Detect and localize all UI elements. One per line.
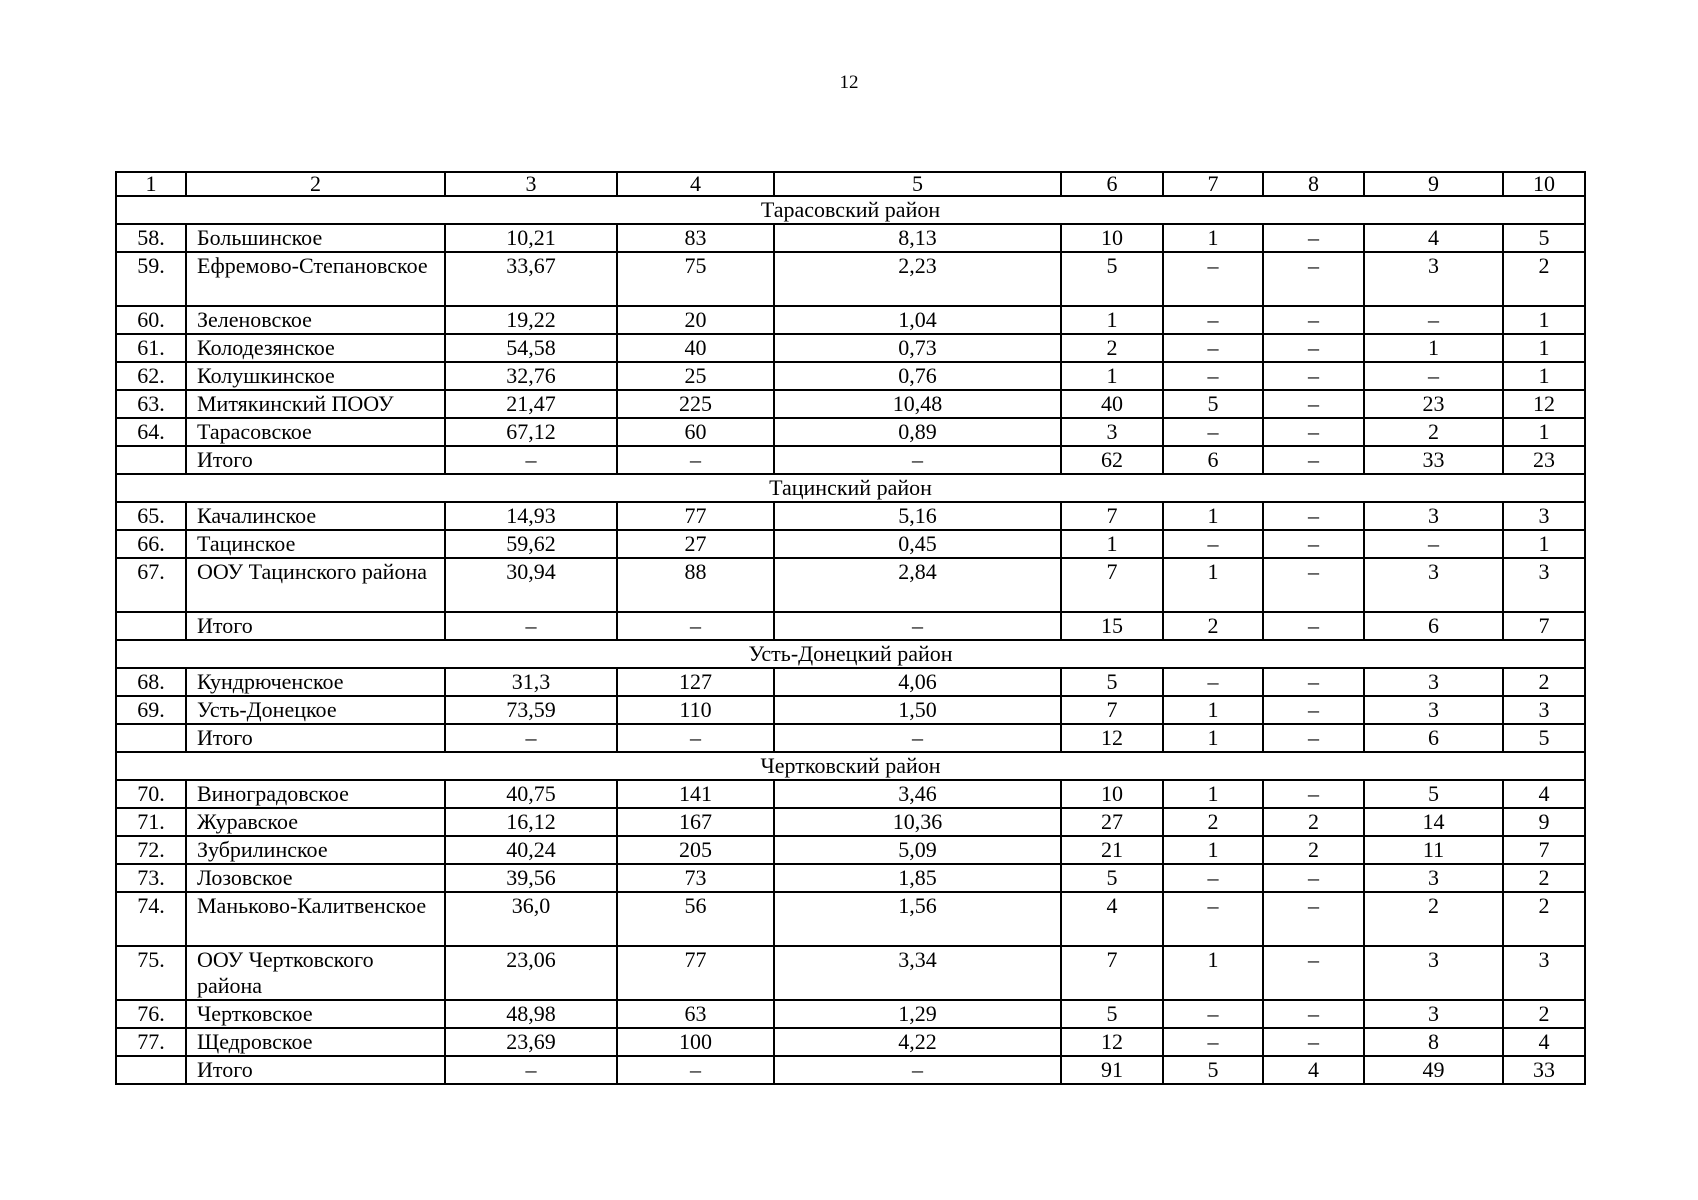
value-cell-c5: 1,85 — [774, 864, 1061, 892]
settlement-name-cell: Колодезянское — [186, 334, 445, 362]
value-cell-c6: 12 — [1061, 724, 1163, 752]
value-cell-c10: 3 — [1503, 696, 1585, 724]
table-row — [116, 418, 1585, 446]
value-cell-c10: 12 — [1503, 390, 1585, 418]
value-cell-c9: 5 — [1364, 780, 1503, 808]
value-cell-c10: 4 — [1503, 780, 1585, 808]
value-cell-c5: 4,06 — [774, 668, 1061, 696]
value-cell-c5: 10,48 — [774, 390, 1061, 418]
value-cell-c7: 2 — [1163, 808, 1263, 836]
value-cell-c4: 63 — [617, 1000, 774, 1028]
settlement-name-cell: Колушкинское — [186, 362, 445, 390]
value-cell-c9: – — [1364, 306, 1503, 334]
value-cell-c9: 11 — [1364, 836, 1503, 864]
row-number-cell: 74. — [116, 892, 186, 946]
value-cell-c10: 5 — [1503, 724, 1585, 752]
value-cell-c6: 15 — [1061, 612, 1163, 640]
value-cell-c3: 33,67 — [445, 252, 617, 306]
value-cell-c4: 25 — [617, 362, 774, 390]
value-cell-c9: 3 — [1364, 502, 1503, 530]
value-cell-c6: 7 — [1061, 696, 1163, 724]
row-number-cell — [116, 612, 186, 640]
settlement-name-cell: Зубрилинское — [186, 836, 445, 864]
value-cell-c6: 12 — [1061, 1028, 1163, 1056]
value-cell-c5: – — [774, 1056, 1061, 1084]
value-cell-c6: 7 — [1061, 502, 1163, 530]
value-cell-c4: – — [617, 612, 774, 640]
value-cell-c9: 3 — [1364, 696, 1503, 724]
value-cell-c6: 1 — [1061, 530, 1163, 558]
column-header: 1 — [116, 172, 186, 196]
value-cell-c7: – — [1163, 334, 1263, 362]
value-cell-c8: – — [1263, 390, 1364, 418]
value-cell-c4: 100 — [617, 1028, 774, 1056]
value-cell-c6: 1 — [1061, 306, 1163, 334]
column-header: 6 — [1061, 172, 1163, 196]
value-cell-c9: 6 — [1364, 612, 1503, 640]
row-number-cell: 72. — [116, 836, 186, 864]
value-cell-c4: 27 — [617, 530, 774, 558]
value-cell-c10: 1 — [1503, 334, 1585, 362]
value-cell-c10: 7 — [1503, 836, 1585, 864]
settlement-name-cell: Зеленовское — [186, 306, 445, 334]
value-cell-c9: 3 — [1364, 864, 1503, 892]
value-cell-c7: 1 — [1163, 836, 1263, 864]
value-cell-c7: – — [1163, 306, 1263, 334]
table-row — [116, 808, 1585, 836]
value-cell-c9: 4 — [1364, 224, 1503, 252]
settlement-name-cell: Итого — [186, 446, 445, 474]
value-cell-c3: 59,62 — [445, 530, 617, 558]
value-cell-c9: 2 — [1364, 892, 1503, 946]
value-cell-c5: 0,89 — [774, 418, 1061, 446]
table-row — [116, 306, 1585, 334]
value-cell-c6: 7 — [1061, 558, 1163, 612]
settlement-name-cell: ООУ Тацинского района — [186, 558, 445, 612]
table-row — [116, 362, 1585, 390]
value-cell-c8: – — [1263, 558, 1364, 612]
value-cell-c8: – — [1263, 1000, 1364, 1028]
value-cell-c3: 36,0 — [445, 892, 617, 946]
value-cell-c9: 3 — [1364, 946, 1503, 1000]
value-cell-c7: 5 — [1163, 1056, 1263, 1084]
value-cell-c3: 32,76 — [445, 362, 617, 390]
value-cell-c10: 2 — [1503, 864, 1585, 892]
column-header: 7 — [1163, 172, 1263, 196]
settlement-name-cell: Тацинское — [186, 530, 445, 558]
value-cell-c7: 1 — [1163, 780, 1263, 808]
row-number-cell: 75. — [116, 946, 186, 1000]
value-cell-c8: – — [1263, 224, 1364, 252]
total-row — [116, 446, 1585, 474]
value-cell-c4: 141 — [617, 780, 774, 808]
value-cell-c5: 3,34 — [774, 946, 1061, 1000]
district-header-row — [116, 752, 1585, 780]
data-table — [115, 171, 1586, 1085]
value-cell-c4: 167 — [617, 808, 774, 836]
value-cell-c5: 5,09 — [774, 836, 1061, 864]
value-cell-c3: 14,93 — [445, 502, 617, 530]
value-cell-c4: 75 — [617, 252, 774, 306]
value-cell-c10: 2 — [1503, 892, 1585, 946]
value-cell-c4: 83 — [617, 224, 774, 252]
value-cell-c8: – — [1263, 334, 1364, 362]
row-number-cell: 62. — [116, 362, 186, 390]
value-cell-c3: 10,21 — [445, 224, 617, 252]
settlement-name-cell: Чертковское — [186, 1000, 445, 1028]
value-cell-c4: 60 — [617, 418, 774, 446]
value-cell-c6: 2 — [1061, 334, 1163, 362]
value-cell-c6: 62 — [1061, 446, 1163, 474]
value-cell-c5: 1,04 — [774, 306, 1061, 334]
value-cell-c8: – — [1263, 612, 1364, 640]
value-cell-c6: 1 — [1061, 362, 1163, 390]
table-row — [116, 780, 1585, 808]
settlement-name-cell: ООУ Чертковского района — [186, 946, 445, 1000]
settlement-name-cell: Ефремово-Степановское — [186, 252, 445, 306]
value-cell-c7: – — [1163, 362, 1263, 390]
settlement-name-cell: Журавское — [186, 808, 445, 836]
value-cell-c5: – — [774, 446, 1061, 474]
value-cell-c3: – — [445, 612, 617, 640]
value-cell-c5: 10,36 — [774, 808, 1061, 836]
settlement-name-cell: Итого — [186, 724, 445, 752]
value-cell-c9: 8 — [1364, 1028, 1503, 1056]
value-cell-c5: 1,29 — [774, 1000, 1061, 1028]
table-row — [116, 502, 1585, 530]
value-cell-c3: 23,06 — [445, 946, 617, 1000]
value-cell-c9: 3 — [1364, 252, 1503, 306]
value-cell-c10: 33 — [1503, 1056, 1585, 1084]
value-cell-c7: 6 — [1163, 446, 1263, 474]
value-cell-c3: 54,58 — [445, 334, 617, 362]
value-cell-c10: 9 — [1503, 808, 1585, 836]
table-row — [116, 892, 1585, 946]
value-cell-c5: 0,73 — [774, 334, 1061, 362]
value-cell-c8: – — [1263, 1028, 1364, 1056]
value-cell-c6: 10 — [1061, 224, 1163, 252]
value-cell-c3: 48,98 — [445, 1000, 617, 1028]
value-cell-c3: 40,24 — [445, 836, 617, 864]
value-cell-c8: – — [1263, 530, 1364, 558]
value-cell-c4: 127 — [617, 668, 774, 696]
value-cell-c6: 5 — [1061, 1000, 1163, 1028]
row-number-cell: 70. — [116, 780, 186, 808]
value-cell-c5: 2,23 — [774, 252, 1061, 306]
value-cell-c9: 49 — [1364, 1056, 1503, 1084]
value-cell-c10: 5 — [1503, 224, 1585, 252]
row-number-cell: 61. — [116, 334, 186, 362]
value-cell-c5: 1,56 — [774, 892, 1061, 946]
value-cell-c4: – — [617, 446, 774, 474]
value-cell-c7: 1 — [1163, 502, 1263, 530]
total-row — [116, 724, 1585, 752]
value-cell-c8: 2 — [1263, 836, 1364, 864]
row-number-cell: 58. — [116, 224, 186, 252]
value-cell-c5: 0,45 — [774, 530, 1061, 558]
table-body — [116, 172, 1585, 1084]
table-row — [116, 946, 1585, 1000]
value-cell-c6: 5 — [1061, 668, 1163, 696]
value-cell-c7: 2 — [1163, 612, 1263, 640]
settlement-name-cell: Итого — [186, 612, 445, 640]
value-cell-c5: 5,16 — [774, 502, 1061, 530]
value-cell-c6: 91 — [1061, 1056, 1163, 1084]
settlement-name-cell: Большинское — [186, 224, 445, 252]
row-number-cell — [116, 724, 186, 752]
row-number-cell: 65. — [116, 502, 186, 530]
settlement-name-cell: Митякинский ПООУ — [186, 390, 445, 418]
value-cell-c10: 23 — [1503, 446, 1585, 474]
value-cell-c7: 1 — [1163, 946, 1263, 1000]
value-cell-c10: 1 — [1503, 418, 1585, 446]
district-title: Усть-Донецкий район — [116, 640, 1585, 668]
value-cell-c4: 56 — [617, 892, 774, 946]
value-cell-c8: – — [1263, 724, 1364, 752]
value-cell-c7: 1 — [1163, 558, 1263, 612]
value-cell-c10: 1 — [1503, 306, 1585, 334]
value-cell-c5: 4,22 — [774, 1028, 1061, 1056]
value-cell-c3: 23,69 — [445, 1028, 617, 1056]
value-cell-c7: – — [1163, 530, 1263, 558]
value-cell-c4: 110 — [617, 696, 774, 724]
column-header: 10 — [1503, 172, 1585, 196]
district-title: Тарасовский район — [116, 196, 1585, 224]
table-row — [116, 390, 1585, 418]
value-cell-c3: – — [445, 446, 617, 474]
value-cell-c8: – — [1263, 418, 1364, 446]
value-cell-c10: 3 — [1503, 946, 1585, 1000]
value-cell-c5: 8,13 — [774, 224, 1061, 252]
value-cell-c4: – — [617, 1056, 774, 1084]
value-cell-c7: 1 — [1163, 724, 1263, 752]
value-cell-c3: 21,47 — [445, 390, 617, 418]
value-cell-c6: 40 — [1061, 390, 1163, 418]
column-header: 5 — [774, 172, 1061, 196]
value-cell-c4: – — [617, 724, 774, 752]
row-number-cell: 69. — [116, 696, 186, 724]
value-cell-c4: 73 — [617, 864, 774, 892]
value-cell-c4: 225 — [617, 390, 774, 418]
value-cell-c7: – — [1163, 668, 1263, 696]
row-number-cell: 73. — [116, 864, 186, 892]
value-cell-c8: – — [1263, 696, 1364, 724]
page-number: 12 — [839, 72, 859, 93]
district-header-row — [116, 474, 1585, 502]
value-cell-c7: – — [1163, 892, 1263, 946]
column-header: 9 — [1364, 172, 1503, 196]
table-row — [116, 696, 1585, 724]
row-number-cell: 59. — [116, 252, 186, 306]
value-cell-c3: 30,94 — [445, 558, 617, 612]
value-cell-c9: – — [1364, 362, 1503, 390]
value-cell-c3: 67,12 — [445, 418, 617, 446]
value-cell-c9: 2 — [1364, 418, 1503, 446]
column-header: 4 — [617, 172, 774, 196]
value-cell-c6: 5 — [1061, 252, 1163, 306]
settlement-name-cell: Усть-Донецкое — [186, 696, 445, 724]
value-cell-c9: 33 — [1364, 446, 1503, 474]
table-row — [116, 530, 1585, 558]
value-cell-c9: – — [1364, 530, 1503, 558]
table-row — [116, 224, 1585, 252]
value-cell-c9: 3 — [1364, 1000, 1503, 1028]
row-number-cell: 77. — [116, 1028, 186, 1056]
column-header: 3 — [445, 172, 617, 196]
district-title: Тацинский район — [116, 474, 1585, 502]
value-cell-c4: 20 — [617, 306, 774, 334]
value-cell-c9: 3 — [1364, 558, 1503, 612]
value-cell-c6: 4 — [1061, 892, 1163, 946]
table-row — [116, 1028, 1585, 1056]
value-cell-c10: 2 — [1503, 668, 1585, 696]
row-number-cell: 76. — [116, 1000, 186, 1028]
value-cell-c7: 1 — [1163, 696, 1263, 724]
value-cell-c3: – — [445, 1056, 617, 1084]
value-cell-c9: 3 — [1364, 668, 1503, 696]
value-cell-c10: 1 — [1503, 362, 1585, 390]
value-cell-c8: – — [1263, 668, 1364, 696]
row-number-cell: 66. — [116, 530, 186, 558]
table-row — [116, 668, 1585, 696]
value-cell-c3: 31,3 — [445, 668, 617, 696]
value-cell-c6: 21 — [1061, 836, 1163, 864]
value-cell-c10: 4 — [1503, 1028, 1585, 1056]
value-cell-c5: 2,84 — [774, 558, 1061, 612]
row-number-cell: 64. — [116, 418, 186, 446]
settlement-name-cell: Итого — [186, 1056, 445, 1084]
value-cell-c8: – — [1263, 502, 1364, 530]
row-number-cell: 68. — [116, 668, 186, 696]
value-cell-c8: 2 — [1263, 808, 1364, 836]
value-cell-c4: 77 — [617, 946, 774, 1000]
value-cell-c8: – — [1263, 864, 1364, 892]
total-row — [116, 1056, 1585, 1084]
value-cell-c5: 1,50 — [774, 696, 1061, 724]
value-cell-c6: 7 — [1061, 946, 1163, 1000]
value-cell-c3: 16,12 — [445, 808, 617, 836]
value-cell-c9: 23 — [1364, 390, 1503, 418]
value-cell-c7: 1 — [1163, 224, 1263, 252]
column-header: 2 — [186, 172, 445, 196]
row-number-cell: 63. — [116, 390, 186, 418]
value-cell-c7: – — [1163, 418, 1263, 446]
value-cell-c7: – — [1163, 252, 1263, 306]
settlement-name-cell: Качалинское — [186, 502, 445, 530]
value-cell-c7: 5 — [1163, 390, 1263, 418]
value-cell-c6: 10 — [1061, 780, 1163, 808]
value-cell-c6: 5 — [1061, 864, 1163, 892]
table-row — [116, 334, 1585, 362]
value-cell-c5: 3,46 — [774, 780, 1061, 808]
table-row — [116, 1000, 1585, 1028]
value-cell-c9: 14 — [1364, 808, 1503, 836]
value-cell-c8: – — [1263, 892, 1364, 946]
value-cell-c6: 27 — [1061, 808, 1163, 836]
district-header-row — [116, 640, 1585, 668]
value-cell-c4: 205 — [617, 836, 774, 864]
value-cell-c9: 6 — [1364, 724, 1503, 752]
value-cell-c8: – — [1263, 446, 1364, 474]
row-number-cell — [116, 446, 186, 474]
value-cell-c7: – — [1163, 1028, 1263, 1056]
value-cell-c5: 0,76 — [774, 362, 1061, 390]
value-cell-c5: – — [774, 612, 1061, 640]
value-cell-c10: 3 — [1503, 502, 1585, 530]
value-cell-c10: 2 — [1503, 1000, 1585, 1028]
district-title: Чертковский район — [116, 752, 1585, 780]
row-number-cell: 60. — [116, 306, 186, 334]
column-header-row — [116, 172, 1585, 196]
settlement-name-cell: Тарасовское — [186, 418, 445, 446]
value-cell-c10: 2 — [1503, 252, 1585, 306]
value-cell-c10: 3 — [1503, 558, 1585, 612]
row-number-cell: 71. — [116, 808, 186, 836]
value-cell-c3: 19,22 — [445, 306, 617, 334]
value-cell-c4: 40 — [617, 334, 774, 362]
value-cell-c8: – — [1263, 780, 1364, 808]
value-cell-c8: – — [1263, 362, 1364, 390]
value-cell-c6: 3 — [1061, 418, 1163, 446]
settlement-name-cell: Маньково-Калитвенское — [186, 892, 445, 946]
value-cell-c7: – — [1163, 1000, 1263, 1028]
value-cell-c8: 4 — [1263, 1056, 1364, 1084]
value-cell-c4: 88 — [617, 558, 774, 612]
district-header-row — [116, 196, 1585, 224]
value-cell-c3: 73,59 — [445, 696, 617, 724]
table-row — [116, 836, 1585, 864]
value-cell-c8: – — [1263, 946, 1364, 1000]
settlement-name-cell: Щедровское — [186, 1028, 445, 1056]
value-cell-c9: 1 — [1364, 334, 1503, 362]
settlement-name-cell: Виноградовское — [186, 780, 445, 808]
settlement-name-cell: Лозовское — [186, 864, 445, 892]
value-cell-c3: 39,56 — [445, 864, 617, 892]
table-row — [116, 252, 1585, 306]
value-cell-c3: – — [445, 724, 617, 752]
value-cell-c8: – — [1263, 252, 1364, 306]
row-number-cell: 67. — [116, 558, 186, 612]
value-cell-c4: 77 — [617, 502, 774, 530]
column-header: 8 — [1263, 172, 1364, 196]
value-cell-c3: 40,75 — [445, 780, 617, 808]
value-cell-c5: – — [774, 724, 1061, 752]
settlement-name-cell: Кундрюченское — [186, 668, 445, 696]
row-number-cell — [116, 1056, 186, 1084]
value-cell-c10: 1 — [1503, 530, 1585, 558]
total-row — [116, 612, 1585, 640]
table-row — [116, 558, 1585, 612]
value-cell-c10: 7 — [1503, 612, 1585, 640]
value-cell-c8: – — [1263, 306, 1364, 334]
table-row — [116, 864, 1585, 892]
value-cell-c7: – — [1163, 864, 1263, 892]
